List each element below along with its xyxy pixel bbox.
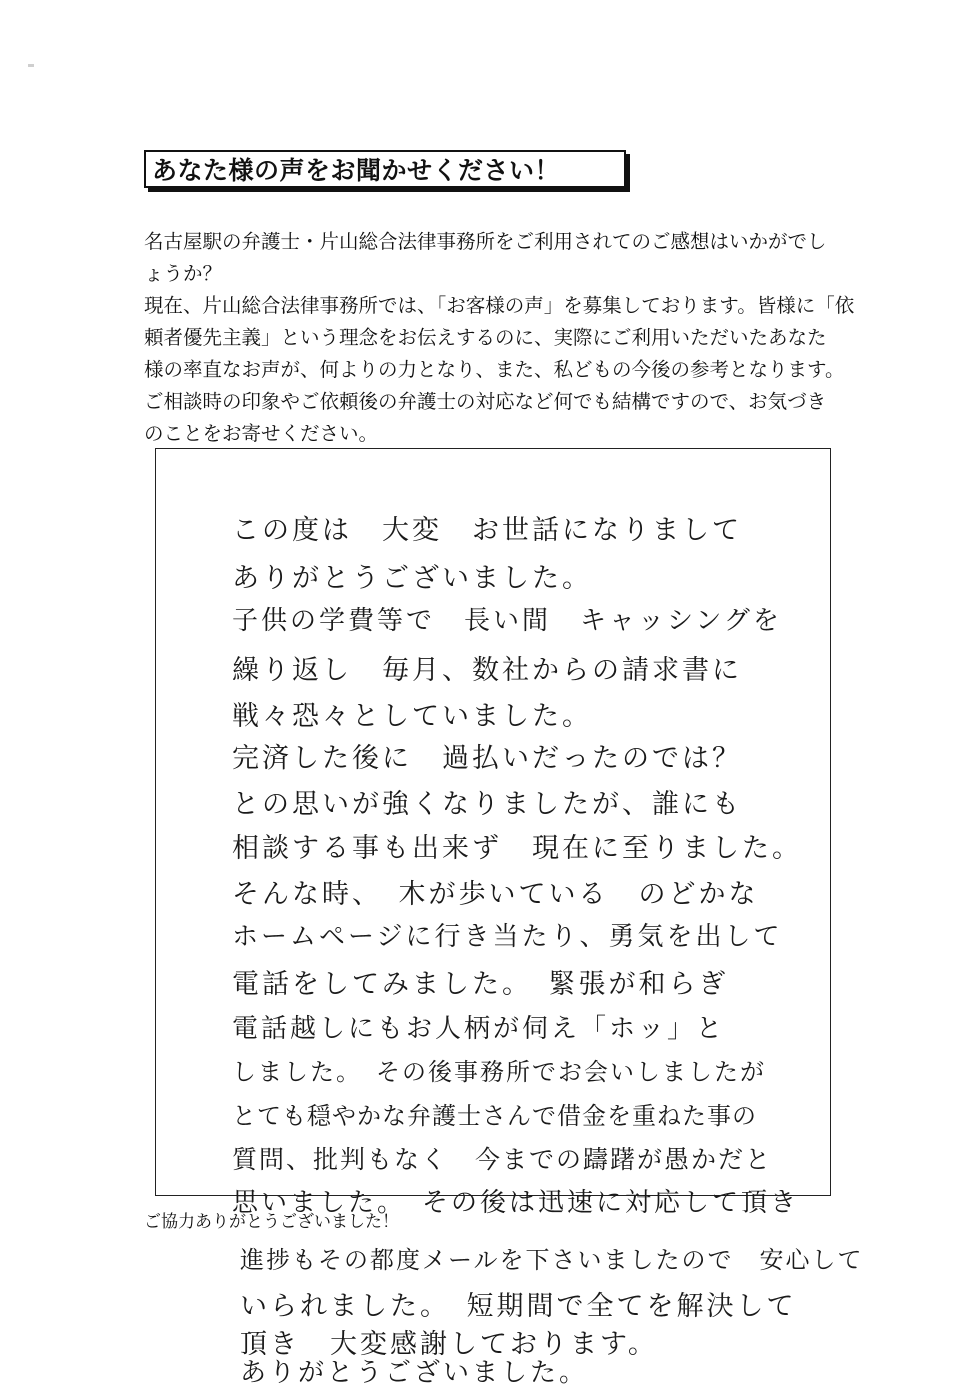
handwritten-line: この度は 大変 お世話になりまして	[232, 515, 742, 546]
intro-line: 名古屋駅の弁護士・片山総合法律事務所をご利用されてのご感想はいかがでし	[144, 230, 827, 253]
handwritten-line: ありがとうございました。	[232, 563, 592, 594]
handwritten-line: 進捗もその都度メールを下さいましたので 安心して	[240, 1246, 864, 1274]
handwritten-line: 子供の学費等で 長い間 キャッシングを	[232, 606, 782, 636]
handwritten-line: ホームページに行き当たり、勇気を出して	[232, 922, 783, 952]
handwritten-line: ありがとうございました。	[240, 1358, 589, 1386]
intro-line: 現在、片山総合法律事務所では、「お客様の声」を募集しております。皆様に「依	[144, 294, 855, 317]
handwritten-line: との思いが強くなりましたが、誰にも	[232, 789, 742, 820]
handwritten-line: 頂き 大変感謝しております。	[240, 1329, 658, 1360]
handwritten-line: 質問、批判もなく 今までの躊躇が愚かだと	[232, 1145, 773, 1174]
handwritten-line: いられました。 短期間で全てを解決して	[240, 1291, 797, 1322]
intro-paragraph	[144, 226, 854, 450]
intro-line: のことをお寄せください。	[144, 422, 379, 445]
handwritten-line: 完済した後に 過払いだったのでは？	[232, 743, 742, 774]
scan-speck	[28, 64, 34, 67]
handwritten-line: 繰り返し 毎月、数社からの請求書に	[232, 655, 742, 686]
handwritten-line: 電話越しにもお人柄が伺え「ホッ」と	[232, 1014, 726, 1044]
handwritten-line: そんな時、 木が歩いている のどかな	[232, 879, 759, 910]
intro-line: ご相談時の印象やご依頼後の弁護士の対応など何でも結構ですので、お気づき	[144, 390, 827, 413]
handwritten-line: 戦々恐々としていました。	[232, 701, 592, 732]
intro-line: ょうか？	[144, 262, 223, 285]
handwritten-line: とても穏やかな弁護士さんで借金を重ねた事の	[232, 1102, 757, 1130]
page-title: あなた様の声をお聞かせください！	[152, 156, 561, 185]
handwritten-line: 相談する事も出来ず 現在に至りました。	[232, 833, 802, 864]
thanks-message: ご協力ありがとうございました！	[144, 1212, 399, 1232]
intro-line: 様の率直なお声が、何よりの力となり、また、私どもの今後の参考となります。	[144, 358, 845, 381]
handwritten-line: しました。 その後事務所でお会いしましたが	[232, 1058, 766, 1086]
title-banner	[144, 150, 626, 188]
intro-line: 頼者優先主義」という理念をお伝えするのに、実際にご利用いただいたあなた	[144, 326, 827, 349]
handwritten-line: 電話をしてみました。 緊張が和らぎ	[232, 969, 729, 1000]
handwritten-line: 思いました。 その後は迅速に対応して頂き	[232, 1188, 800, 1218]
